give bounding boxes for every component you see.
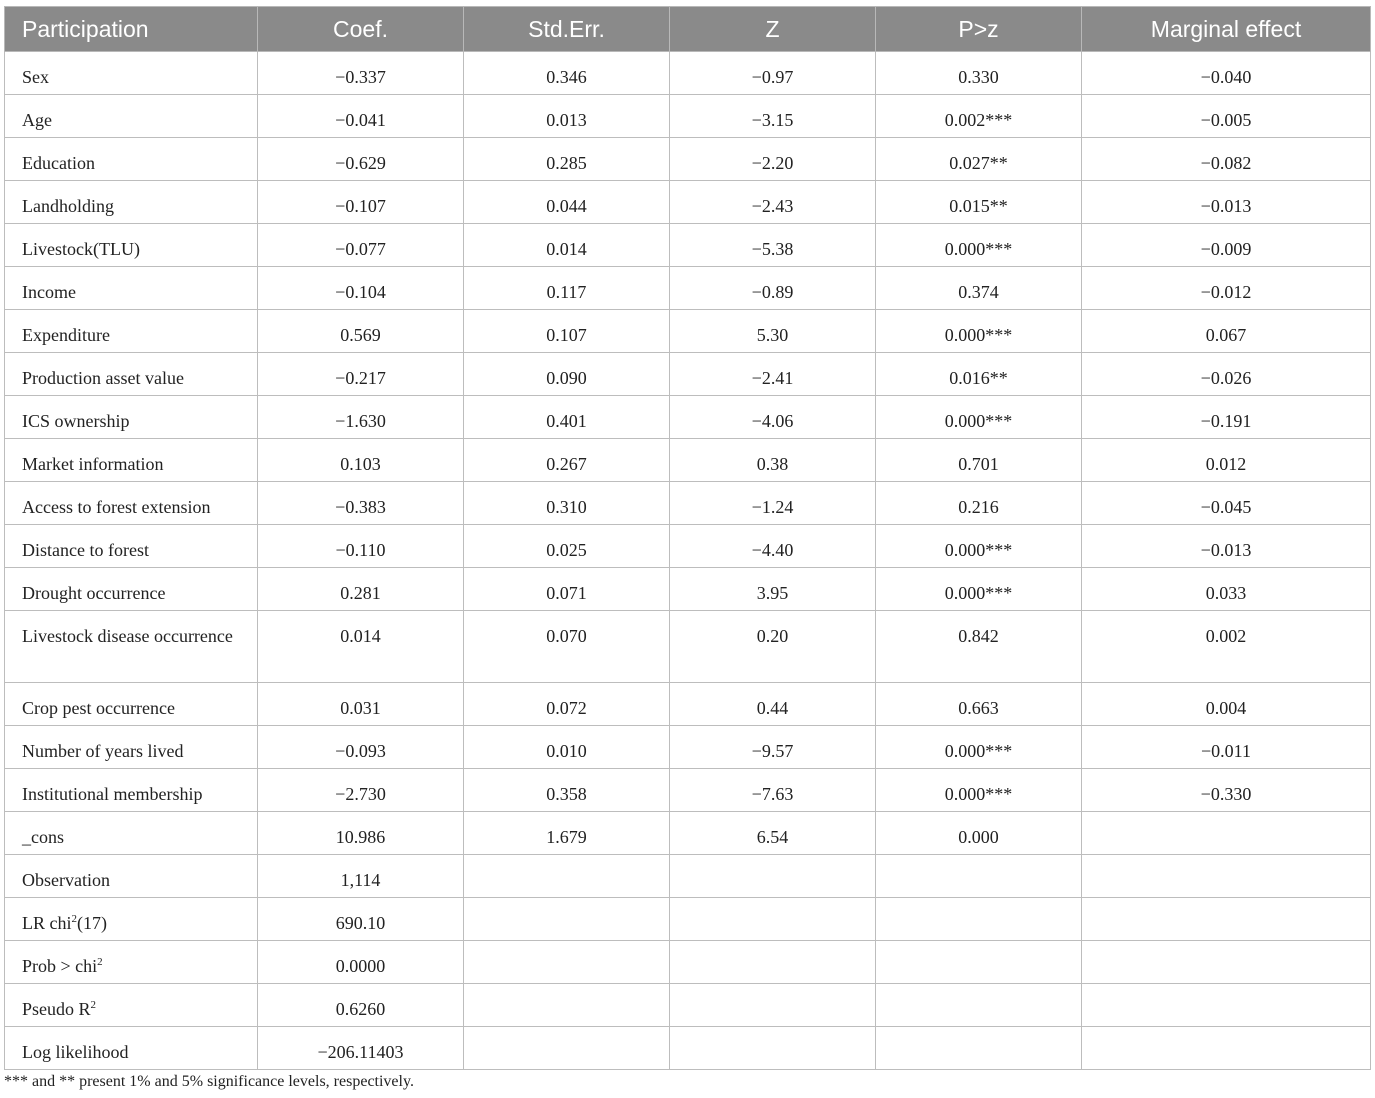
value-cell: −0.026 [1082, 353, 1371, 396]
value-cell: 1.679 [464, 812, 670, 855]
empty-cell [670, 984, 876, 1027]
value-cell: 0.569 [258, 310, 464, 353]
variable-name-cell: _cons [5, 812, 258, 855]
value-cell: 0.000*** [876, 726, 1082, 769]
variable-name-cell: Market information [5, 439, 258, 482]
variable-name-cell: Livestock disease occurrence [5, 611, 258, 683]
table-row [5, 224, 1371, 267]
value-cell: 0.117 [464, 267, 670, 310]
variable-name-cell: Number of years lived [5, 726, 258, 769]
value-cell: 0.000*** [876, 224, 1082, 267]
value-cell: −2.730 [258, 769, 464, 812]
value-cell: −5.38 [670, 224, 876, 267]
variable-name-cell: ICS ownership [5, 396, 258, 439]
empty-cell [464, 1027, 670, 1070]
variable-name-cell: Institutional membership [5, 769, 258, 812]
statistic-label-cell [5, 941, 258, 984]
value-cell: 0.010 [464, 726, 670, 769]
variable-name-cell: Production asset value [5, 353, 258, 396]
empty-cell [670, 941, 876, 984]
statistic-label-suffix: (17) [77, 913, 107, 933]
statistic-label: LR chi [22, 913, 72, 933]
value-cell: −0.040 [1082, 52, 1371, 95]
statistic-label-cell [5, 984, 258, 1027]
table-row [5, 95, 1371, 138]
value-cell: 0.310 [464, 482, 670, 525]
empty-cell [670, 898, 876, 941]
value-cell: −1.24 [670, 482, 876, 525]
model-statistic-row [5, 855, 1371, 898]
value-cell: 0.025 [464, 525, 670, 568]
variable-name-cell: Livestock(TLU) [5, 224, 258, 267]
regression-results-table [4, 6, 1371, 1070]
value-cell: 0.000*** [876, 525, 1082, 568]
statistic-label-cell [5, 898, 258, 941]
value-cell: −0.009 [1082, 224, 1371, 267]
variable-name-cell: Education [5, 138, 258, 181]
value-cell: 0.701 [876, 439, 1082, 482]
value-cell: 0.071 [464, 568, 670, 611]
value-cell: −9.57 [670, 726, 876, 769]
model-statistic-row [5, 898, 1371, 941]
variable-name-cell: Income [5, 267, 258, 310]
superscript: 2 [90, 999, 97, 1011]
statistic-label: Prob > chi [22, 956, 98, 976]
empty-cell [876, 898, 1082, 941]
statistic-value-cell: 0.0000 [258, 941, 464, 984]
value-cell: 0.013 [464, 95, 670, 138]
value-cell: 0.000*** [876, 568, 1082, 611]
value-cell: −0.013 [1082, 181, 1371, 224]
table-row [5, 310, 1371, 353]
value-cell: 0.014 [258, 611, 464, 683]
table-row [5, 396, 1371, 439]
value-cell: −0.045 [1082, 482, 1371, 525]
value-cell: −0.104 [258, 267, 464, 310]
empty-cell [1082, 1027, 1371, 1070]
column-header: Coef. [258, 7, 464, 52]
column-header: Z [670, 7, 876, 52]
value-cell: 0.374 [876, 267, 1082, 310]
statistic-value-cell: −206.11403 [258, 1027, 464, 1070]
value-cell: −4.40 [670, 525, 876, 568]
table-row [5, 267, 1371, 310]
variable-name-cell: Age [5, 95, 258, 138]
empty-cell [876, 1027, 1082, 1070]
variable-name-cell: Sex [5, 52, 258, 95]
empty-cell [1082, 898, 1371, 941]
value-cell: 0.072 [464, 683, 670, 726]
value-cell: 0.027** [876, 138, 1082, 181]
value-cell: 0.002 [1082, 611, 1371, 683]
value-cell: −0.337 [258, 52, 464, 95]
table-row [5, 52, 1371, 95]
value-cell: 0.346 [464, 52, 670, 95]
table-row [5, 683, 1371, 726]
model-statistic-row [5, 1027, 1371, 1070]
value-cell: 0.401 [464, 396, 670, 439]
value-cell: 5.30 [670, 310, 876, 353]
value-cell: −0.629 [258, 138, 464, 181]
value-cell: 0.285 [464, 138, 670, 181]
value-cell: −0.082 [1082, 138, 1371, 181]
value-cell: −0.005 [1082, 95, 1371, 138]
value-cell: 0.014 [464, 224, 670, 267]
value-cell: 0.044 [464, 181, 670, 224]
empty-cell [464, 898, 670, 941]
table-row [5, 138, 1371, 181]
statistic-label: Pseudo R [22, 999, 91, 1019]
column-header: Std.Err. [464, 7, 670, 52]
value-cell: −0.217 [258, 353, 464, 396]
statistic-label: Observation [22, 870, 110, 890]
empty-cell [464, 855, 670, 898]
value-cell: 10.986 [258, 812, 464, 855]
empty-cell [1082, 855, 1371, 898]
value-cell: 0.38 [670, 439, 876, 482]
table-row [5, 726, 1371, 769]
empty-cell [670, 1027, 876, 1070]
value-cell: −0.97 [670, 52, 876, 95]
table-footnote: *** and ** present 1% and 5% significance levels, respectively. [4, 1073, 414, 1090]
value-cell: 0.031 [258, 683, 464, 726]
value-cell: 0.090 [464, 353, 670, 396]
statistic-label-cell [5, 1027, 258, 1070]
variable-name-cell: Drought occurrence [5, 568, 258, 611]
value-cell: 0.663 [876, 683, 1082, 726]
variable-name-cell: Landholding [5, 181, 258, 224]
value-cell: 0.103 [258, 439, 464, 482]
value-cell: 0.067 [1082, 310, 1371, 353]
value-cell: −4.06 [670, 396, 876, 439]
variable-name-cell: Expenditure [5, 310, 258, 353]
table-header-row [5, 7, 1371, 52]
value-cell: 0.44 [670, 683, 876, 726]
value-cell: −1.630 [258, 396, 464, 439]
value-cell: 0.107 [464, 310, 670, 353]
value-cell: −0.191 [1082, 396, 1371, 439]
value-cell: −0.093 [258, 726, 464, 769]
value-cell: −0.041 [258, 95, 464, 138]
variable-name-cell: Distance to forest [5, 525, 258, 568]
table-row [5, 525, 1371, 568]
model-statistic-row [5, 941, 1371, 984]
statistic-value-cell: 0.6260 [258, 984, 464, 1027]
empty-cell [464, 941, 670, 984]
table-body [5, 52, 1371, 1070]
value-cell: 0.002*** [876, 95, 1082, 138]
value-cell: 0.20 [670, 611, 876, 683]
value-cell: 0.016** [876, 353, 1082, 396]
table-row [5, 611, 1371, 683]
value-cell: 0.004 [1082, 683, 1371, 726]
variable-name-cell: Crop pest occurrence [5, 683, 258, 726]
value-cell: 0.070 [464, 611, 670, 683]
empty-cell [1082, 941, 1371, 984]
value-cell: −0.011 [1082, 726, 1371, 769]
value-cell [1082, 812, 1371, 855]
value-cell: 0.842 [876, 611, 1082, 683]
value-cell: 0.267 [464, 439, 670, 482]
table-row [5, 812, 1371, 855]
statistic-value-cell: 690.10 [258, 898, 464, 941]
value-cell: 0.358 [464, 769, 670, 812]
value-cell: 0.000*** [876, 396, 1082, 439]
table-row [5, 439, 1371, 482]
empty-cell [1082, 984, 1371, 1027]
value-cell: 0.330 [876, 52, 1082, 95]
value-cell: 0.000*** [876, 310, 1082, 353]
superscript: 2 [97, 956, 103, 968]
statistic-value-cell: 1,114 [258, 855, 464, 898]
table-row [5, 769, 1371, 812]
value-cell: −0.330 [1082, 769, 1371, 812]
value-cell: 0.281 [258, 568, 464, 611]
value-cell: −0.89 [670, 267, 876, 310]
column-header: P>z [876, 7, 1082, 52]
regression-table-container [4, 6, 1370, 1070]
value-cell: 6.54 [670, 812, 876, 855]
value-cell: 0.000*** [876, 769, 1082, 812]
value-cell: −0.077 [258, 224, 464, 267]
value-cell: −0.110 [258, 525, 464, 568]
column-header: Participation [5, 7, 258, 52]
superscript: 2 [71, 913, 77, 925]
table-row [5, 568, 1371, 611]
table-row [5, 353, 1371, 396]
empty-cell [876, 984, 1082, 1027]
value-cell: −2.43 [670, 181, 876, 224]
statistic-label-cell [5, 855, 258, 898]
statistic-label: Log likelihood [22, 1042, 129, 1062]
empty-cell [876, 941, 1082, 984]
value-cell: 0.216 [876, 482, 1082, 525]
value-cell: 0.000 [876, 812, 1082, 855]
value-cell: −3.15 [670, 95, 876, 138]
value-cell: −0.012 [1082, 267, 1371, 310]
value-cell: −7.63 [670, 769, 876, 812]
variable-name-cell: Access to forest extension [5, 482, 258, 525]
value-cell: −2.41 [670, 353, 876, 396]
empty-cell [876, 855, 1082, 898]
value-cell: 3.95 [670, 568, 876, 611]
value-cell: −0.383 [258, 482, 464, 525]
value-cell: −0.013 [1082, 525, 1371, 568]
table-row [5, 181, 1371, 224]
value-cell: −0.107 [258, 181, 464, 224]
model-statistic-row [5, 984, 1371, 1027]
empty-cell [670, 855, 876, 898]
value-cell: −2.20 [670, 138, 876, 181]
table-row [5, 482, 1371, 525]
value-cell: 0.033 [1082, 568, 1371, 611]
value-cell: 0.012 [1082, 439, 1371, 482]
value-cell: 0.015** [876, 181, 1082, 224]
empty-cell [464, 984, 670, 1027]
column-header: Marginal effect [1082, 7, 1371, 52]
